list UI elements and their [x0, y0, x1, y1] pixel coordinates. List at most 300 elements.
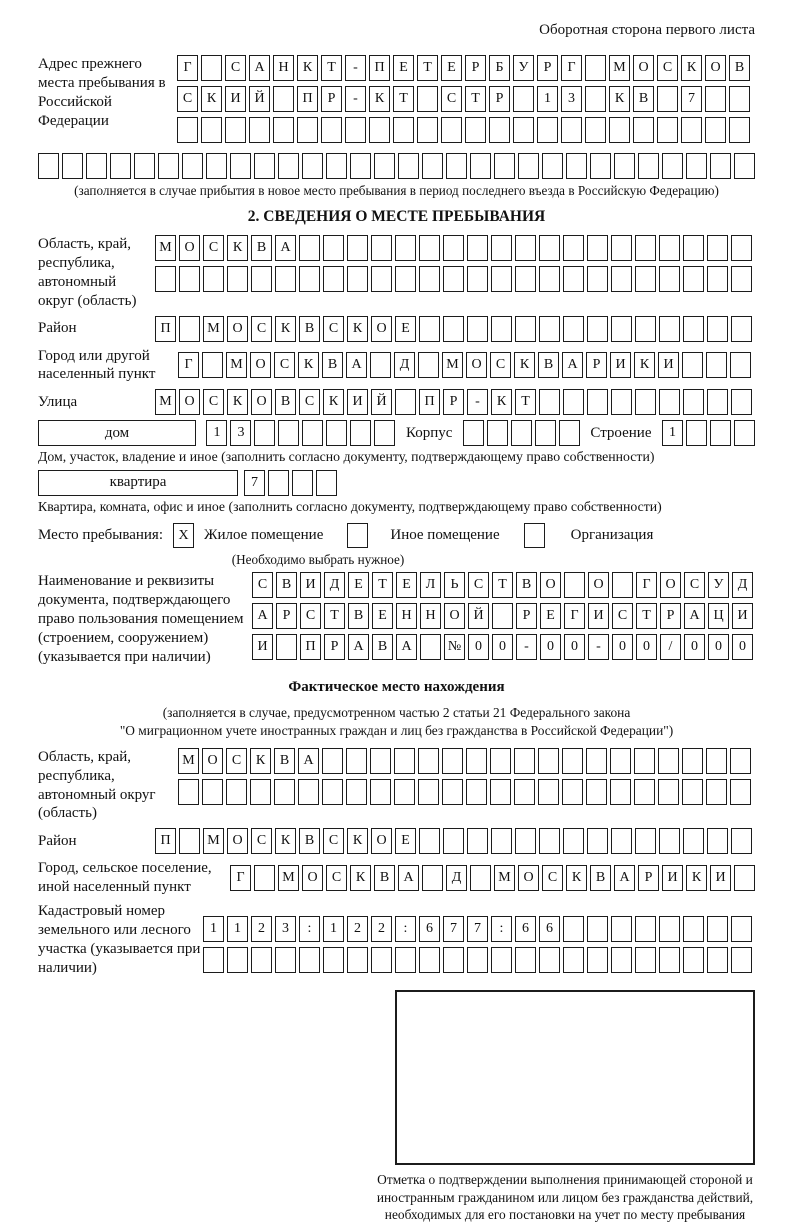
char-cell[interactable]: Т [492, 572, 513, 598]
char-cell[interactable]: В [729, 55, 750, 81]
char-cell[interactable] [731, 389, 752, 415]
char-cell[interactable]: И [610, 352, 631, 378]
char-cell[interactable] [609, 117, 630, 143]
char-cell[interactable] [177, 117, 198, 143]
char-cell[interactable]: А [398, 865, 419, 891]
char-cell[interactable] [538, 779, 559, 805]
char-cell[interactable] [707, 316, 728, 342]
char-cell[interactable]: М [203, 828, 224, 854]
char-cell[interactable]: Т [417, 55, 438, 81]
char-cell[interactable] [659, 235, 680, 261]
char-cell[interactable] [635, 389, 656, 415]
char-cell[interactable]: К [369, 86, 390, 112]
char-cell[interactable] [465, 117, 486, 143]
char-cell[interactable] [657, 117, 678, 143]
char-cell[interactable]: Е [372, 603, 393, 629]
char-cell[interactable] [563, 316, 584, 342]
char-cell[interactable]: 0 [684, 634, 705, 660]
char-cell[interactable] [587, 828, 608, 854]
char-cell[interactable]: Г [178, 352, 199, 378]
char-cell[interactable]: 7 [467, 916, 488, 942]
char-cell[interactable] [467, 316, 488, 342]
char-cell[interactable] [559, 420, 580, 446]
char-cell[interactable]: М [155, 235, 176, 261]
char-cell[interactable] [347, 947, 368, 973]
char-cell[interactable]: Е [441, 55, 462, 81]
char-cell[interactable] [513, 117, 534, 143]
char-cell[interactable] [610, 748, 631, 774]
char-cell[interactable]: К [227, 389, 248, 415]
char-cell[interactable] [467, 235, 488, 261]
char-cell[interactable] [657, 86, 678, 112]
char-cell[interactable] [705, 117, 726, 143]
char-cell[interactable]: О [179, 389, 200, 415]
char-cell[interactable]: К [227, 235, 248, 261]
char-cell[interactable]: В [322, 352, 343, 378]
char-cell[interactable]: К [201, 86, 222, 112]
char-cell[interactable]: 0 [468, 634, 489, 660]
char-cell[interactable]: Б [489, 55, 510, 81]
char-cell[interactable] [442, 748, 463, 774]
char-cell[interactable]: Р [489, 86, 510, 112]
char-cell[interactable] [515, 266, 536, 292]
char-cell[interactable]: С [441, 86, 462, 112]
char-cell[interactable] [585, 86, 606, 112]
char-cell[interactable] [491, 947, 512, 973]
char-cell[interactable] [707, 916, 728, 942]
char-cell[interactable]: В [251, 235, 272, 261]
char-cell[interactable]: Р [465, 55, 486, 81]
char-cell[interactable] [490, 748, 511, 774]
char-cell[interactable] [614, 153, 635, 179]
char-cell[interactable] [326, 420, 347, 446]
char-cell[interactable] [254, 865, 275, 891]
char-cell[interactable]: Т [321, 55, 342, 81]
char-cell[interactable] [298, 779, 319, 805]
char-cell[interactable] [734, 865, 755, 891]
char-cell[interactable]: С [612, 603, 633, 629]
char-cell[interactable] [707, 947, 728, 973]
char-cell[interactable]: О [371, 316, 392, 342]
char-cell[interactable] [491, 235, 512, 261]
char-cell[interactable] [681, 117, 702, 143]
char-cell[interactable] [585, 55, 606, 81]
char-cell[interactable] [202, 779, 223, 805]
char-cell[interactable]: О [660, 572, 681, 598]
char-cell[interactable]: О [179, 235, 200, 261]
char-cell[interactable] [490, 779, 511, 805]
char-cell[interactable] [683, 266, 704, 292]
char-cell[interactable]: И [225, 86, 246, 112]
char-cell[interactable]: - [467, 389, 488, 415]
char-cell[interactable]: Й [371, 389, 392, 415]
char-cell[interactable]: 2 [347, 916, 368, 942]
char-cell[interactable]: - [345, 86, 366, 112]
char-cell[interactable]: / [660, 634, 681, 660]
char-cell[interactable] [420, 634, 441, 660]
char-cell[interactable] [202, 352, 223, 378]
char-cell[interactable]: 7 [443, 916, 464, 942]
char-cell[interactable]: С [226, 748, 247, 774]
char-cell[interactable]: - [345, 55, 366, 81]
char-cell[interactable]: 0 [732, 634, 753, 660]
char-cell[interactable] [418, 352, 439, 378]
char-cell[interactable] [635, 916, 656, 942]
char-cell[interactable] [587, 316, 608, 342]
char-cell[interactable]: К [347, 316, 368, 342]
char-cell[interactable]: О [705, 55, 726, 81]
char-cell[interactable] [494, 153, 515, 179]
char-cell[interactable] [346, 779, 367, 805]
char-cell[interactable] [658, 779, 679, 805]
char-cell[interactable]: Р [321, 86, 342, 112]
char-cell[interactable]: Е [393, 55, 414, 81]
char-cell[interactable]: В [538, 352, 559, 378]
char-cell[interactable] [730, 748, 751, 774]
char-cell[interactable]: 3 [275, 916, 296, 942]
char-cell[interactable] [491, 266, 512, 292]
char-cell[interactable]: Р [443, 389, 464, 415]
char-cell[interactable]: А [249, 55, 270, 81]
char-cell[interactable] [182, 153, 203, 179]
char-cell[interactable] [443, 828, 464, 854]
char-cell[interactable] [275, 947, 296, 973]
char-cell[interactable] [585, 117, 606, 143]
char-cell[interactable] [470, 865, 491, 891]
char-cell[interactable] [561, 117, 582, 143]
char-cell[interactable]: О [250, 352, 271, 378]
char-cell[interactable] [539, 389, 560, 415]
char-cell[interactable]: О [202, 748, 223, 774]
char-cell[interactable] [422, 153, 443, 179]
char-cell[interactable] [511, 420, 532, 446]
char-cell[interactable]: В [275, 389, 296, 415]
char-cell[interactable]: Р [324, 634, 345, 660]
char-cell[interactable]: 7 [681, 86, 702, 112]
char-cell[interactable]: Н [273, 55, 294, 81]
char-cell[interactable] [731, 828, 752, 854]
char-cell[interactable] [276, 634, 297, 660]
char-cell[interactable]: К [609, 86, 630, 112]
char-cell[interactable] [417, 117, 438, 143]
char-cell[interactable] [587, 916, 608, 942]
char-cell[interactable] [562, 779, 583, 805]
char-cell[interactable] [443, 235, 464, 261]
char-cell[interactable] [611, 947, 632, 973]
checkbox-residential[interactable]: X [173, 523, 194, 548]
char-cell[interactable] [518, 153, 539, 179]
char-cell[interactable] [374, 153, 395, 179]
char-cell[interactable] [706, 352, 727, 378]
char-cell[interactable] [302, 420, 323, 446]
char-cell[interactable]: 0 [612, 634, 633, 660]
char-cell[interactable] [299, 947, 320, 973]
char-cell[interactable] [707, 235, 728, 261]
char-cell[interactable] [638, 153, 659, 179]
char-cell[interactable] [611, 235, 632, 261]
char-cell[interactable] [62, 153, 83, 179]
char-cell[interactable] [370, 352, 391, 378]
char-cell[interactable]: Е [348, 572, 369, 598]
char-cell[interactable]: И [588, 603, 609, 629]
char-cell[interactable] [633, 117, 654, 143]
char-cell[interactable] [323, 266, 344, 292]
char-cell[interactable] [730, 779, 751, 805]
char-cell[interactable] [586, 748, 607, 774]
char-cell[interactable]: Р [276, 603, 297, 629]
char-cell[interactable]: П [300, 634, 321, 660]
char-cell[interactable]: О [466, 352, 487, 378]
char-cell[interactable]: Е [395, 316, 416, 342]
char-cell[interactable] [611, 266, 632, 292]
char-cell[interactable]: И [662, 865, 683, 891]
char-cell[interactable]: 0 [636, 634, 657, 660]
char-cell[interactable] [302, 153, 323, 179]
char-cell[interactable]: : [491, 916, 512, 942]
char-cell[interactable] [683, 389, 704, 415]
char-cell[interactable]: А [562, 352, 583, 378]
char-cell[interactable] [419, 266, 440, 292]
char-cell[interactable] [659, 389, 680, 415]
char-cell[interactable]: Г [230, 865, 251, 891]
char-cell[interactable] [155, 266, 176, 292]
char-cell[interactable]: Р [660, 603, 681, 629]
char-cell[interactable] [369, 117, 390, 143]
char-cell[interactable] [611, 828, 632, 854]
char-cell[interactable]: Н [396, 603, 417, 629]
char-cell[interactable]: 2 [251, 916, 272, 942]
char-cell[interactable]: В [633, 86, 654, 112]
char-cell[interactable]: В [276, 572, 297, 598]
char-cell[interactable] [683, 316, 704, 342]
char-cell[interactable] [682, 352, 703, 378]
char-cell[interactable] [635, 316, 656, 342]
char-cell[interactable]: В [299, 316, 320, 342]
char-cell[interactable] [539, 828, 560, 854]
char-cell[interactable]: 1 [662, 420, 683, 446]
char-cell[interactable]: В [372, 634, 393, 660]
char-cell[interactable] [203, 947, 224, 973]
checkbox-other-premises[interactable] [347, 523, 368, 548]
char-cell[interactable]: М [155, 389, 176, 415]
char-cell[interactable] [731, 235, 752, 261]
char-cell[interactable]: Р [638, 865, 659, 891]
char-cell[interactable]: М [178, 748, 199, 774]
char-cell[interactable]: С [177, 86, 198, 112]
char-cell[interactable] [323, 235, 344, 261]
char-cell[interactable]: Т [324, 603, 345, 629]
char-cell[interactable]: А [252, 603, 273, 629]
char-cell[interactable]: С [203, 389, 224, 415]
char-cell[interactable]: В [590, 865, 611, 891]
char-cell[interactable] [371, 947, 392, 973]
char-cell[interactable]: Т [393, 86, 414, 112]
char-cell[interactable]: И [252, 634, 273, 660]
char-cell[interactable] [611, 389, 632, 415]
char-cell[interactable] [564, 572, 585, 598]
char-cell[interactable] [446, 153, 467, 179]
char-cell[interactable]: М [203, 316, 224, 342]
char-cell[interactable] [179, 828, 200, 854]
char-cell[interactable]: Т [372, 572, 393, 598]
char-cell[interactable] [250, 779, 271, 805]
char-cell[interactable] [393, 117, 414, 143]
char-cell[interactable]: Р [537, 55, 558, 81]
char-cell[interactable] [710, 153, 731, 179]
char-cell[interactable] [635, 235, 656, 261]
char-cell[interactable]: А [275, 235, 296, 261]
char-cell[interactable]: Д [394, 352, 415, 378]
char-cell[interactable]: И [300, 572, 321, 598]
char-cell[interactable] [201, 117, 222, 143]
char-cell[interactable]: 3 [230, 420, 251, 446]
char-cell[interactable] [566, 153, 587, 179]
char-cell[interactable] [441, 117, 462, 143]
char-cell[interactable] [635, 947, 656, 973]
char-cell[interactable]: 1 [227, 916, 248, 942]
char-cell[interactable]: О [227, 828, 248, 854]
char-cell[interactable]: Т [636, 603, 657, 629]
char-cell[interactable]: 1 [537, 86, 558, 112]
char-cell[interactable]: О [633, 55, 654, 81]
char-cell[interactable]: К [566, 865, 587, 891]
char-cell[interactable]: № [444, 634, 465, 660]
char-cell[interactable]: К [297, 55, 318, 81]
char-cell[interactable]: Л [420, 572, 441, 598]
char-cell[interactable] [610, 779, 631, 805]
char-cell[interactable] [514, 779, 535, 805]
char-cell[interactable] [345, 117, 366, 143]
char-cell[interactable] [275, 266, 296, 292]
char-cell[interactable]: Г [564, 603, 585, 629]
char-cell[interactable]: Ь [444, 572, 465, 598]
char-cell[interactable] [682, 748, 703, 774]
char-cell[interactable] [322, 748, 343, 774]
char-cell[interactable] [274, 779, 295, 805]
char-cell[interactable] [587, 266, 608, 292]
char-cell[interactable]: М [609, 55, 630, 81]
char-cell[interactable] [587, 235, 608, 261]
char-cell[interactable]: 1 [206, 420, 227, 446]
char-cell[interactable] [321, 117, 342, 143]
char-cell[interactable] [254, 420, 275, 446]
char-cell[interactable]: С [225, 55, 246, 81]
char-cell[interactable] [254, 153, 275, 179]
char-cell[interactable]: - [516, 634, 537, 660]
char-cell[interactable] [734, 153, 755, 179]
char-cell[interactable] [268, 470, 289, 496]
char-cell[interactable]: К [250, 748, 271, 774]
char-cell[interactable] [634, 779, 655, 805]
checkbox-organization[interactable] [524, 523, 545, 548]
char-cell[interactable] [395, 266, 416, 292]
char-cell[interactable] [179, 266, 200, 292]
char-cell[interactable] [467, 266, 488, 292]
char-cell[interactable] [278, 153, 299, 179]
char-cell[interactable]: К [350, 865, 371, 891]
char-cell[interactable] [515, 235, 536, 261]
char-cell[interactable] [395, 235, 416, 261]
char-cell[interactable]: У [513, 55, 534, 81]
char-cell[interactable] [418, 779, 439, 805]
char-cell[interactable] [515, 828, 536, 854]
char-cell[interactable] [370, 748, 391, 774]
char-cell[interactable]: А [348, 634, 369, 660]
char-cell[interactable]: В [274, 748, 295, 774]
char-cell[interactable] [686, 153, 707, 179]
char-cell[interactable]: С [684, 572, 705, 598]
char-cell[interactable] [419, 235, 440, 261]
char-cell[interactable] [347, 266, 368, 292]
char-cell[interactable] [422, 865, 443, 891]
char-cell[interactable]: 7 [244, 470, 265, 496]
char-cell[interactable] [537, 117, 558, 143]
char-cell[interactable] [659, 828, 680, 854]
char-cell[interactable]: М [226, 352, 247, 378]
char-cell[interactable]: К [634, 352, 655, 378]
char-cell[interactable] [731, 316, 752, 342]
char-cell[interactable] [563, 828, 584, 854]
char-cell[interactable]: С [542, 865, 563, 891]
char-cell[interactable]: К [323, 389, 344, 415]
char-cell[interactable]: С [468, 572, 489, 598]
char-cell[interactable] [249, 117, 270, 143]
char-cell[interactable] [206, 153, 227, 179]
char-cell[interactable] [230, 153, 251, 179]
char-cell[interactable]: С [274, 352, 295, 378]
char-cell[interactable]: М [494, 865, 515, 891]
char-cell[interactable]: О [444, 603, 465, 629]
char-cell[interactable]: А [684, 603, 705, 629]
char-cell[interactable] [659, 947, 680, 973]
char-cell[interactable]: В [374, 865, 395, 891]
char-cell[interactable] [707, 389, 728, 415]
char-cell[interactable] [179, 316, 200, 342]
char-cell[interactable]: 2 [371, 916, 392, 942]
char-cell[interactable] [635, 828, 656, 854]
char-cell[interactable] [178, 779, 199, 805]
char-cell[interactable]: 0 [540, 634, 561, 660]
char-cell[interactable] [682, 779, 703, 805]
char-cell[interactable] [201, 55, 222, 81]
char-cell[interactable] [346, 748, 367, 774]
char-cell[interactable]: П [155, 316, 176, 342]
char-cell[interactable] [562, 748, 583, 774]
char-cell[interactable] [563, 389, 584, 415]
char-cell[interactable] [659, 916, 680, 942]
char-cell[interactable]: К [275, 316, 296, 342]
char-cell[interactable]: С [300, 603, 321, 629]
char-cell[interactable] [731, 947, 752, 973]
char-cell[interactable] [659, 316, 680, 342]
char-cell[interactable]: Е [395, 828, 416, 854]
char-cell[interactable] [539, 266, 560, 292]
char-cell[interactable] [278, 420, 299, 446]
char-cell[interactable] [316, 470, 337, 496]
char-cell[interactable] [371, 235, 392, 261]
char-cell[interactable]: А [298, 748, 319, 774]
char-cell[interactable] [634, 748, 655, 774]
char-cell[interactable]: К [298, 352, 319, 378]
char-cell[interactable]: С [251, 316, 272, 342]
char-cell[interactable] [514, 748, 535, 774]
char-cell[interactable]: 1 [323, 916, 344, 942]
char-cell[interactable] [538, 748, 559, 774]
char-cell[interactable] [612, 572, 633, 598]
char-cell[interactable] [611, 316, 632, 342]
char-cell[interactable] [227, 947, 248, 973]
char-cell[interactable] [158, 153, 179, 179]
